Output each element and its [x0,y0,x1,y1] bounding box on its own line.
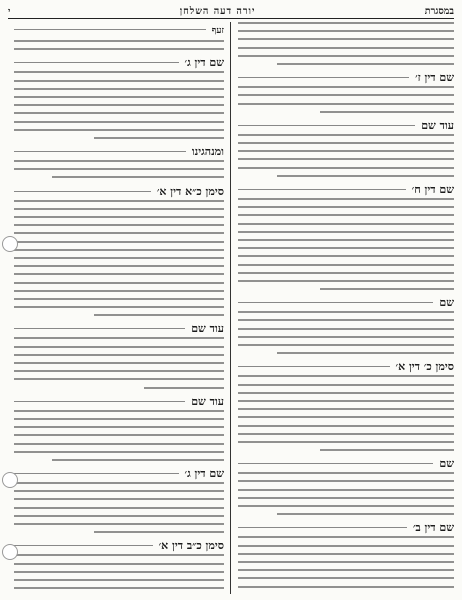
document-page [8,4,454,596]
section-caption: עוד שם [238,119,454,132]
section-caption: ומנהגינו [14,145,224,158]
left-column [14,22,224,594]
section-caption: סימן כ׳ דין א׳ [238,360,454,373]
section-caption: שם דין ח׳ [238,183,454,196]
text-block [238,198,454,290]
section-caption: סימן כ״א דין א׳ [14,185,224,198]
header-center: יורה דעה השלחן [179,5,256,17]
text-block [14,482,224,533]
section-caption: שם דין ז׳ [238,71,454,84]
text-block [14,200,224,317]
text-block [238,375,454,451]
section-caption: שם דין ב׳ [238,521,454,534]
text-block [14,71,224,139]
section-caption: סימן כ״ב דין א׳ [14,539,224,552]
text-block [238,311,454,354]
text-block [238,472,454,515]
right-column [238,22,454,594]
section-caption: שם [238,296,454,309]
binder-hole [2,472,18,488]
text-block [14,160,224,178]
running-header [8,4,454,19]
text-block [238,22,454,65]
section-caption: שם דין ג׳ [14,467,224,480]
column-divider [230,22,231,594]
header-right: במסגרת [424,5,454,17]
text-block [14,40,224,50]
text-block [14,410,224,461]
text-block [14,554,224,594]
text-block [14,337,224,388]
text-block [238,536,454,594]
section-caption: שם [238,457,454,470]
section-caption: שם דין ג׳ [14,56,224,69]
section-caption: עוד שם [14,322,224,335]
page-number: י [8,6,11,17]
section-caption: זעף [14,25,224,38]
text-block [238,134,454,177]
binder-hole [2,236,18,252]
text-block [238,86,454,113]
section-caption: עוד שם [14,395,224,408]
binder-hole [2,544,18,560]
